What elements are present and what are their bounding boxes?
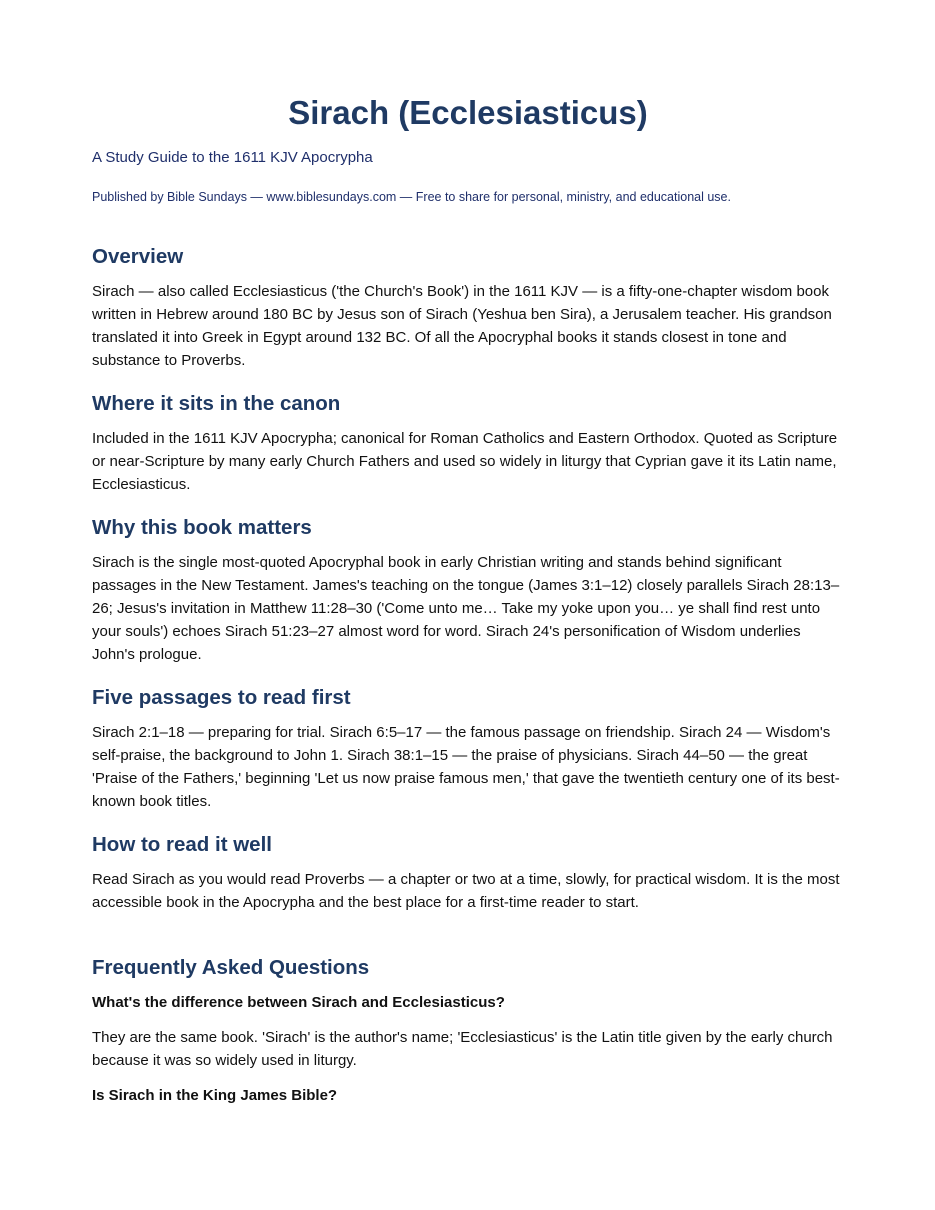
document-content xyxy=(92,243,844,1119)
section-heading: Overview xyxy=(92,245,184,268)
faq-question: What's the difference between Sirach and Ecclesiasticus? xyxy=(92,994,505,1011)
faq-section xyxy=(92,954,844,1107)
page-title: Sirach (Ecclesiasticus) xyxy=(288,94,648,131)
section-body: Sirach 2:1–18 — preparing for trial. Sirach 6:5–17 — the famous passage on friendship. Sirach 24 — Wisdom's self-praise, the background to John 1. Sirach 38:1–15 — the praise of physicians. Sirach 44–50 — the great 'Praise of the Fathers,' beginning 'Let us now praise famous men,' that gave the twentieth century one of its best-known book titles. xyxy=(92,724,840,810)
section-five-passages xyxy=(92,684,844,813)
section-body: Read Sirach as you would read Proverbs — a chapter or two at a time, slowly, for practical wisdom. It is the most accessible book in the Apocrypha and the best place for a first-time reader to start. xyxy=(92,871,840,911)
section-body: Included in the 1611 KJV Apocrypha; canonical for Roman Catholics and Eastern Orthodox. Quoted as Scripture or near-Scripture by many early Church Fathers and used so widely in liturgy that Cyprian gave it its Latin name, Ecclesiasticus. xyxy=(92,430,838,493)
section-heading: Where it sits in the canon xyxy=(92,392,341,415)
page-subtitle: A Study Guide to the 1611 KJV Apocrypha xyxy=(92,149,373,166)
section-body: Sirach — also called Ecclesiasticus ('the Church's Book') in the 1611 KJV — is a fifty-one-chapter wisdom book written in Hebrew around 180 BC by Jesus son of Sirach (Yeshua ben Sira), a Jerusalem teacher. His grandson translated it into Greek in Egypt around 132 BC. Of all the Apocryphal books it stands closest in tone and substance to Proverbs. xyxy=(92,283,832,369)
section-heading: Five passages to read first xyxy=(92,686,351,709)
section-how-to-read xyxy=(92,831,844,914)
section-overview xyxy=(92,243,844,372)
section-heading: Why this book matters xyxy=(92,516,312,539)
faq-heading: Frequently Asked Questions xyxy=(92,956,370,979)
faq-answer: They are the same book. 'Sirach' is the author's name; 'Ecclesiasticus' is the Latin title given by the early church because it was so widely used in liturgy. xyxy=(92,1029,833,1069)
publisher-line: Published by Bible Sundays — www.biblesundays.com — Free to share for personal, ministry, and educational use. xyxy=(92,190,731,204)
section-body: Sirach is the single most-quoted Apocryphal book in early Christian writing and stands behind significant passages in the New Testament. James's teaching on the tongue (James 3:1–12) closely parallels Sirach 28:13–26; Jesus's invitation in Matthew 11:28–30 ('Come unto me… Take my yoke upon you… ye shall find rest unto your souls') echoes Sirach 51:23–27 almost word for word. Sirach 24's personification of Wisdom underlies John's prologue. xyxy=(92,554,840,663)
section-canon xyxy=(92,390,844,496)
section-heading: How to read it well xyxy=(92,833,272,856)
faq-question: Is Sirach in the King James Bible? xyxy=(92,1087,338,1104)
section-why-it-matters xyxy=(92,514,844,666)
